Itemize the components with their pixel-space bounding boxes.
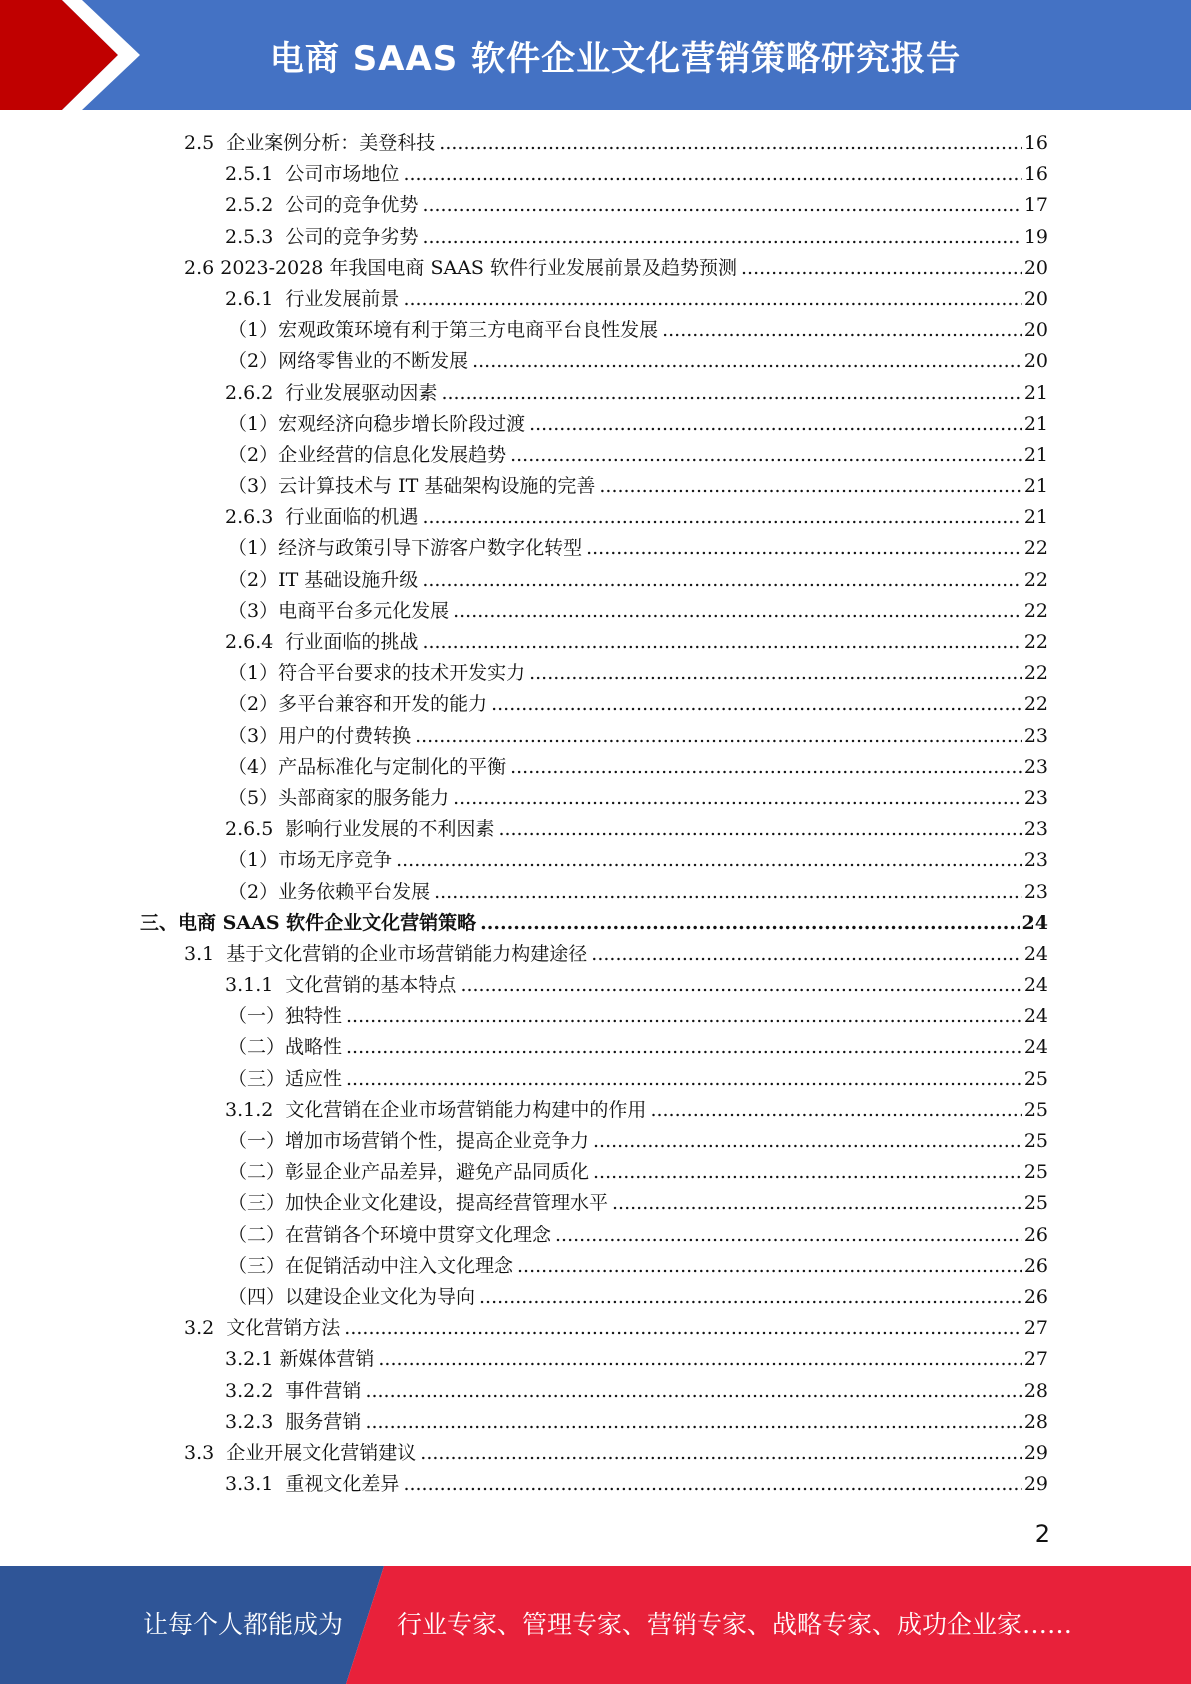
toc-entry-page: 21 xyxy=(1023,506,1048,529)
toc-entry-title: （2）网络零售业的不断发展 xyxy=(228,350,469,373)
toc-dot-leader xyxy=(472,346,1022,377)
toc-entry[interactable] xyxy=(0,128,1191,159)
toc-entry-page: 26 xyxy=(1023,1285,1048,1308)
toc-entry-title: 3.1 基于文化营销的企业市场营销能力构建途径 xyxy=(184,942,588,965)
toc-entry-page: 22 xyxy=(1023,662,1048,685)
toc-dot-leader xyxy=(599,471,1021,502)
toc-entry-title: （1）宏观政策环境有利于第三方电商平台良性发展 xyxy=(228,319,659,342)
toc-entry[interactable] xyxy=(0,845,1191,876)
toc-entry[interactable] xyxy=(0,378,1191,409)
toc-entry-page: 16 xyxy=(1023,132,1048,154)
toc-entry-title: 2.6.2 行业发展驱动因素 xyxy=(225,381,438,404)
toc-dot-leader xyxy=(434,877,1022,908)
toc-dot-leader xyxy=(403,284,1021,315)
toc-entry-title: （1）经济与政策引导下游客户数字化转型 xyxy=(228,537,583,560)
toc-entry[interactable] xyxy=(0,658,1191,689)
toc-entry-title: 3.1.2 文化营销在企业市场营销能力构建中的作用 xyxy=(225,1098,647,1121)
toc-dot-leader xyxy=(396,845,1022,876)
toc-entry[interactable] xyxy=(0,627,1191,658)
toc-entry[interactable] xyxy=(0,1188,1191,1219)
toc-entry[interactable] xyxy=(0,1344,1191,1375)
toc-dot-leader xyxy=(510,752,1022,783)
toc-entry-title: （2）企业经营的信息化发展趋势 xyxy=(228,443,507,466)
toc-entry[interactable] xyxy=(0,533,1191,564)
toc-entry[interactable] xyxy=(0,1220,1191,1251)
toc-dot-leader xyxy=(453,783,1022,814)
toc-dot-leader xyxy=(403,159,1021,190)
page-number: 2 xyxy=(1034,1520,1050,1548)
toc-entry-title: 3.2 文化营销方法 xyxy=(184,1317,341,1340)
toc-dot-leader xyxy=(662,315,1022,346)
toc-entry[interactable] xyxy=(0,1438,1191,1469)
toc-entry-page: 17 xyxy=(1023,194,1048,217)
toc-entry-title: 2.6.4 行业面临的挑战 xyxy=(225,631,419,653)
toc-entry[interactable] xyxy=(0,284,1191,315)
toc-entry[interactable] xyxy=(0,315,1191,346)
toc-entry-title: 三、电商 SAAS 软件企业文化营销策略 xyxy=(140,911,477,934)
toc-entry[interactable] xyxy=(0,596,1191,627)
toc-entry-title: （1）符合平台要求的技术开发实力 xyxy=(228,662,526,685)
toc-entry-page: 21 xyxy=(1023,381,1048,404)
toc-dot-leader xyxy=(517,1251,1022,1282)
toc-entry-page: 23 xyxy=(1023,724,1048,747)
toc-entry-title: （三）加快企业文化建设，提高经营管理水平 xyxy=(228,1192,609,1215)
toc-entry[interactable] xyxy=(0,565,1191,596)
toc-entry[interactable] xyxy=(0,471,1191,502)
toc-entry-title: 2.5.2 公司的竞争优势 xyxy=(225,194,419,217)
toc-entry-page: 29 xyxy=(1023,1441,1048,1464)
toc-entry-page: 23 xyxy=(1023,818,1048,841)
toc-dot-leader xyxy=(346,1064,1022,1095)
toc-entry-page: 28 xyxy=(1023,1379,1048,1402)
toc-entry[interactable] xyxy=(0,814,1191,845)
toc-entry[interactable] xyxy=(0,1126,1191,1157)
toc-entry-page: 20 xyxy=(1023,350,1048,373)
toc-entry-title: （2）多平台兼容和开发的能力 xyxy=(228,693,488,716)
toc-dot-leader xyxy=(510,440,1022,471)
toc-entry-page: 23 xyxy=(1023,786,1048,809)
toc-entry-page: 24 xyxy=(1023,974,1048,997)
toc-dot-leader xyxy=(422,502,1021,533)
toc-entry[interactable] xyxy=(0,783,1191,814)
toc-dot-leader xyxy=(741,253,1022,284)
toc-entry-page: 22 xyxy=(1023,568,1048,591)
toc-entry-title: 2.6.5 影响行业发展的不利因素 xyxy=(225,818,495,841)
toc-entry-page: 26 xyxy=(1023,1223,1048,1246)
toc-dot-leader xyxy=(612,1188,1022,1219)
toc-dot-leader xyxy=(422,222,1021,253)
toc-entry-page: 25 xyxy=(1023,1130,1048,1152)
toc-entry-page: 28 xyxy=(1023,1410,1048,1433)
toc-dot-leader xyxy=(344,1313,1022,1344)
toc-entry-title: （三）在促销活动中注入文化理念 xyxy=(228,1254,514,1277)
toc-entry[interactable] xyxy=(0,222,1191,253)
toc-entry-title: （1）市场无序竞争 xyxy=(228,849,393,872)
toc-entry[interactable] xyxy=(0,159,1191,190)
toc-entry[interactable] xyxy=(0,752,1191,783)
toc-entry-page: 26 xyxy=(1023,1254,1048,1277)
toc-entry[interactable] xyxy=(0,1407,1191,1438)
toc-entry-title: （3）用户的付费转换 xyxy=(228,724,412,747)
toc-dot-leader xyxy=(422,190,1021,221)
toc-entry[interactable] xyxy=(0,1032,1191,1063)
toc-entry-title: 3.2.3 服务营销 xyxy=(225,1410,362,1433)
toc-dot-leader xyxy=(453,596,1022,627)
toc-dot-leader xyxy=(591,939,1022,970)
toc-entry-title: 3.3.1 重视文化差异 xyxy=(225,1473,400,1496)
toc-dot-leader xyxy=(586,533,1022,564)
toc-entry-title: 3.1.1 文化营销的基本特点 xyxy=(225,974,457,997)
toc-entry-page: 24 xyxy=(1023,1005,1048,1028)
toc-dot-leader xyxy=(422,565,1022,596)
toc-entry-title: （一）增加市场营销个性，提高企业竞争力 xyxy=(228,1130,590,1152)
toc-dot-leader xyxy=(346,1001,1022,1032)
toc-entry-title: （三）适应性 xyxy=(228,1067,343,1090)
toc-entry[interactable] xyxy=(0,253,1191,284)
toc-entry[interactable] xyxy=(0,1064,1191,1095)
toc-entry-page: 27 xyxy=(1023,1317,1048,1340)
toc-entry-page: 24 xyxy=(1021,911,1048,934)
toc-entry-title: （二）在营销各个环境中贯穿文化理念 xyxy=(228,1223,552,1246)
footer-slogan-left: 让每个人都能成为 xyxy=(143,1610,344,1639)
toc-dot-leader xyxy=(365,1376,1021,1407)
toc-entry[interactable] xyxy=(0,1251,1191,1282)
toc-entry-title: 2.6.3 行业面临的机遇 xyxy=(225,506,419,529)
toc-entry-page: 22 xyxy=(1023,537,1048,560)
toc-entry-title: （5）头部商家的服务能力 xyxy=(228,786,450,809)
toc-dot-leader xyxy=(420,1438,1022,1469)
toc-entry-page: 25 xyxy=(1023,1161,1048,1184)
toc-dot-leader xyxy=(529,409,1022,440)
toc-dot-leader xyxy=(415,721,1022,752)
toc-dot-leader xyxy=(650,1095,1021,1126)
toc-entry-page: 25 xyxy=(1023,1192,1048,1215)
toc-dot-leader xyxy=(593,1126,1022,1157)
toc-entry-title: （3）电商平台多元化发展 xyxy=(228,599,450,622)
toc-entry-title: （二）战略性 xyxy=(228,1036,343,1059)
toc-dot-leader xyxy=(365,1407,1021,1438)
toc-entry-page: 22 xyxy=(1023,631,1048,653)
toc-entry-title: （3）云计算技术与 IT 基础架构设施的完善 xyxy=(228,475,596,498)
toc-entry[interactable] xyxy=(0,1001,1191,1032)
footer-banner xyxy=(0,1566,1191,1684)
toc-dot-leader xyxy=(460,970,1021,1001)
table-of-contents xyxy=(0,128,1191,1500)
toc-dot-leader xyxy=(479,1282,1022,1313)
toc-entry-title: （二）彰显企业产品差异，避免产品同质化 xyxy=(228,1161,590,1184)
toc-entry-page: 21 xyxy=(1023,443,1048,466)
toc-entry-page: 29 xyxy=(1023,1473,1048,1496)
toc-entry[interactable] xyxy=(0,409,1191,440)
toc-entry[interactable] xyxy=(0,346,1191,377)
toc-dot-leader xyxy=(378,1344,1021,1375)
toc-entry-title: 2.6 2023-2028 年我国电商 SAAS 软件行业发展前景及趋势预测 xyxy=(184,256,737,279)
toc-entry[interactable] xyxy=(0,1313,1191,1344)
toc-dot-leader xyxy=(498,814,1021,845)
toc-entry-page: 22 xyxy=(1023,693,1048,716)
header-banner xyxy=(0,0,1191,110)
toc-dot-leader xyxy=(593,1157,1022,1188)
toc-entry-page: 23 xyxy=(1023,849,1048,872)
toc-entry-page: 23 xyxy=(1023,755,1048,778)
toc-entry[interactable] xyxy=(0,440,1191,471)
toc-dot-leader xyxy=(529,658,1022,689)
toc-entry-page: 20 xyxy=(1023,287,1048,310)
toc-entry[interactable] xyxy=(0,1376,1191,1407)
toc-entry-page: 24 xyxy=(1023,942,1048,965)
toc-entry-title: 2.6.1 行业发展前景 xyxy=(225,287,400,310)
toc-dot-leader xyxy=(346,1032,1022,1063)
toc-entry-page: 25 xyxy=(1023,1098,1048,1121)
toc-entry-page: 25 xyxy=(1023,1067,1048,1090)
toc-entry[interactable] xyxy=(0,1282,1191,1313)
toc-entry[interactable] xyxy=(0,877,1191,908)
toc-entry-title: （2）业务依赖平台发展 xyxy=(228,880,431,903)
toc-entry-title: 3.2.2 事件营销 xyxy=(225,1379,362,1402)
toc-entry-title: （1）宏观经济向稳步增长阶段过渡 xyxy=(228,412,526,435)
toc-entry-title: 2.5 企业案例分析：美登科技 xyxy=(184,132,436,154)
toc-entry[interactable] xyxy=(0,721,1191,752)
footer-slogan-right: 行业专家、管理专家、营销专家、战略专家、成功企业家…… xyxy=(397,1610,1073,1639)
toc-entry-title: 3.2.1 新媒体营销 xyxy=(225,1348,375,1371)
toc-entry-title: （一）独特性 xyxy=(228,1005,343,1028)
toc-entry-page: 27 xyxy=(1023,1348,1048,1371)
toc-dot-leader xyxy=(491,689,1022,720)
toc-entry-title: 2.5.1 公司市场地位 xyxy=(225,163,400,186)
toc-entry[interactable] xyxy=(0,190,1191,221)
toc-dot-leader xyxy=(555,1220,1022,1251)
toc-entry[interactable] xyxy=(0,939,1191,970)
toc-entry[interactable] xyxy=(0,970,1191,1001)
toc-entry-page: 21 xyxy=(1023,412,1048,435)
toc-entry-title: （4）产品标准化与定制化的平衡 xyxy=(228,755,507,778)
toc-dot-leader xyxy=(441,378,1021,409)
toc-entry-page: 16 xyxy=(1023,163,1048,186)
toc-dot-leader xyxy=(422,627,1021,658)
toc-dot-leader xyxy=(439,128,1022,159)
toc-entry[interactable] xyxy=(0,502,1191,533)
toc-entry-page: 24 xyxy=(1023,1036,1048,1059)
toc-entry-page: 23 xyxy=(1023,880,1048,903)
toc-entry-page: 21 xyxy=(1023,475,1048,498)
toc-entry-title: 3.3 企业开展文化营销建议 xyxy=(184,1441,417,1464)
toc-dot-leader xyxy=(403,1469,1021,1500)
document-title: 电商 SAAS 软件企业文化营销策略研究报告 xyxy=(269,38,962,79)
toc-entry[interactable] xyxy=(0,1157,1191,1188)
toc-entry-page: 22 xyxy=(1023,599,1048,622)
toc-entry-page: 19 xyxy=(1023,225,1048,248)
toc-entry-title: （四）以建设企业文化为导向 xyxy=(228,1285,476,1308)
toc-entry-page: 20 xyxy=(1023,256,1048,279)
toc-entry[interactable] xyxy=(0,689,1191,720)
toc-entry-page: 20 xyxy=(1023,319,1048,342)
toc-entry[interactable] xyxy=(0,908,1191,939)
toc-entry-title: 2.5.3 公司的竞争劣势 xyxy=(225,225,419,248)
toc-entry[interactable] xyxy=(0,1469,1191,1500)
toc-dot-leader xyxy=(480,908,1019,939)
toc-entry-title: （2）IT 基础设施升级 xyxy=(228,568,419,591)
toc-entry[interactable] xyxy=(0,1095,1191,1126)
